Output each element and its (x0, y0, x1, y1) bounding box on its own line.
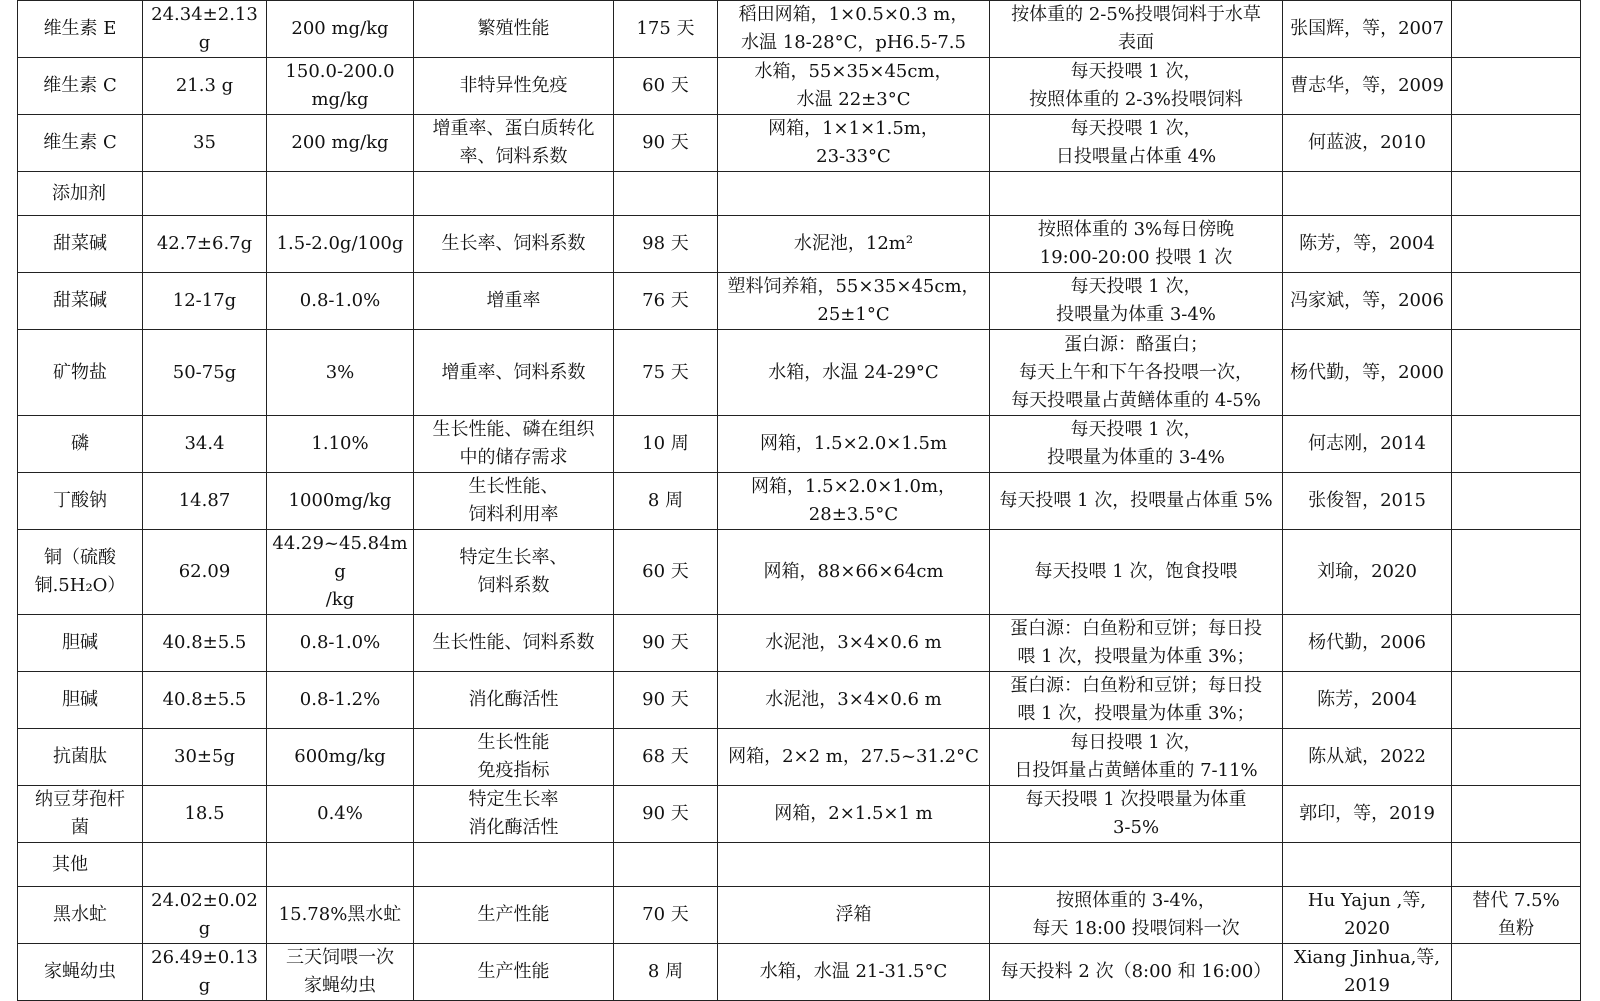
table-cell: 塑料饲养箱，55×35×45cm， 25±1°C (718, 273, 990, 330)
table-cell (1452, 530, 1581, 615)
table-cell: 水箱，55×35×45cm， 水温 22±3°C (718, 58, 990, 115)
table-cell (1452, 58, 1581, 115)
table-cell: 0.8-1.0% (267, 615, 414, 672)
table-cell: 网箱，1×1×1.5m， 23-33°C (718, 115, 990, 172)
table-cell: 生产性能 (414, 887, 614, 944)
table-cell: 3% (267, 330, 414, 416)
table-cell: 60 天 (614, 530, 718, 615)
table-cell: 14.87 (143, 473, 267, 530)
table-cell: 三天饲喂一次 家蝇幼虫 (267, 944, 414, 1001)
table-row (18, 887, 1581, 944)
table-cell: 水泥池，3×4×0.6 m (718, 672, 990, 729)
table-cell (267, 172, 414, 216)
table-cell: 甜菜碱 (18, 216, 143, 273)
table-cell: 90 天 (614, 672, 718, 729)
table-row (18, 58, 1581, 115)
table-cell: 维生素 C (18, 58, 143, 115)
section-label: 添加剂 (18, 172, 143, 216)
table-cell: 生产性能 (414, 944, 614, 1001)
table-cell (1452, 786, 1581, 843)
table-cell (414, 172, 614, 216)
table-cell (143, 843, 267, 887)
table-cell: 蛋白源：白鱼粉和豆饼；每日投 喂 1 次，投喂量为体重 3%； (990, 672, 1283, 729)
table-cell (614, 172, 718, 216)
table-cell: 76 天 (614, 273, 718, 330)
table-cell (1452, 729, 1581, 786)
table-cell: 每天投喂 1 次，投喂量占体重 5% (990, 473, 1283, 530)
table-cell: 175 天 (614, 1, 718, 58)
table-cell: 42.7±6.7g (143, 216, 267, 273)
table-cell (1452, 473, 1581, 530)
table-cell: 60 天 (614, 58, 718, 115)
table-cell: 郭印，等，2019 (1283, 786, 1452, 843)
table-cell: 1.5-2.0g/100g (267, 216, 414, 273)
table-cell: 水箱，水温 24-29°C (718, 330, 990, 416)
table-cell: 90 天 (614, 115, 718, 172)
table-cell: 张国辉，等，2007 (1283, 1, 1452, 58)
table-cell: 维生素 C (18, 115, 143, 172)
table-cell: 200 mg/kg (267, 1, 414, 58)
table-cell: 34.4 (143, 416, 267, 473)
table-cell: 10 周 (614, 416, 718, 473)
table-cell: 24.02±0.02g (143, 887, 267, 944)
table-cell: 增重率 (414, 273, 614, 330)
data-table-container (17, 0, 1580, 1001)
table-cell: 增重率、饲料系数 (414, 330, 614, 416)
table-cell: 12-17g (143, 273, 267, 330)
table-cell: 按体重的 2-5%投喂饲料于水草 表面 (990, 1, 1283, 58)
data-table (17, 0, 1581, 1001)
table-cell: 15.78%黑水虻 (267, 887, 414, 944)
table-cell: 每日投喂 1 次， 日投饵量占黄鳝体重的 7-11% (990, 729, 1283, 786)
table-cell: 消化酶活性 (414, 672, 614, 729)
table-row (18, 273, 1581, 330)
table-row (18, 615, 1581, 672)
table-cell: 冯家斌，等，2006 (1283, 273, 1452, 330)
table-row (18, 473, 1581, 530)
table-cell: 磷 (18, 416, 143, 473)
table-cell: 200 mg/kg (267, 115, 414, 172)
table-cell: 胆碱 (18, 615, 143, 672)
table-cell (614, 843, 718, 887)
table-row (18, 330, 1581, 416)
table-cell: 26.49±0.13g (143, 944, 267, 1001)
table-cell (414, 843, 614, 887)
table-cell: 每天投喂 1 次， 投喂量为体重的 3-4% (990, 416, 1283, 473)
table-cell: 30±5g (143, 729, 267, 786)
table-row (18, 1, 1581, 58)
table-cell (718, 843, 990, 887)
table-cell: 曹志华，等，2009 (1283, 58, 1452, 115)
table-cell: Xiang Jinhua,等, 2019 (1283, 944, 1452, 1001)
table-cell: 张俊智，2015 (1283, 473, 1452, 530)
table-cell (1452, 615, 1581, 672)
table-cell: 蛋白源：酪蛋白； 每天上午和下午各投喂一次， 每天投喂量占黄鳝体重的 4-5% (990, 330, 1283, 416)
table-cell (990, 843, 1283, 887)
table-cell: 增重率、蛋白质转化 率、饲料系数 (414, 115, 614, 172)
table-cell: 胆碱 (18, 672, 143, 729)
table-cell: 62.09 (143, 530, 267, 615)
table-cell: 90 天 (614, 786, 718, 843)
table-cell: 非特异性免疫 (414, 58, 614, 115)
table-cell (1452, 172, 1581, 216)
table-cell: 1.10% (267, 416, 414, 473)
table-cell: 网箱，2×1.5×1 m (718, 786, 990, 843)
table-cell: 矿物盐 (18, 330, 143, 416)
section-row (18, 843, 1581, 887)
table-cell: 98 天 (614, 216, 718, 273)
table-cell: 0.8-1.0% (267, 273, 414, 330)
table-cell: 0.4% (267, 786, 414, 843)
section-row (18, 172, 1581, 216)
table-cell: 21.3 g (143, 58, 267, 115)
table-cell (143, 172, 267, 216)
table-cell (1452, 216, 1581, 273)
table-row (18, 530, 1581, 615)
table-cell: 刘瑜，2020 (1283, 530, 1452, 615)
table-cell: 网箱，1.5×2.0×1.0m， 28±3.5°C (718, 473, 990, 530)
table-cell (1283, 172, 1452, 216)
table-cell: 何蓝波，2010 (1283, 115, 1452, 172)
table-cell (1452, 273, 1581, 330)
table-cell: 150.0-200.0 mg/kg (267, 58, 414, 115)
table-cell (1452, 330, 1581, 416)
table-cell: 纳豆芽孢杆 菌 (18, 786, 143, 843)
table-cell: 抗菌肽 (18, 729, 143, 786)
table-cell: 水泥池，3×4×0.6 m (718, 615, 990, 672)
table-cell: 杨代勤，等，2000 (1283, 330, 1452, 416)
table-cell: 陈芳，2004 (1283, 672, 1452, 729)
table-row (18, 216, 1581, 273)
table-cell (267, 843, 414, 887)
table-row (18, 729, 1581, 786)
table-cell: 50-75g (143, 330, 267, 416)
table-cell: 稻田网箱，1×0.5×0.3 m， 水温 18-28°C，pH6.5-7.5 (718, 1, 990, 58)
table-cell: 按照体重的 3-4%， 每天 18:00 投喂饲料一次 (990, 887, 1283, 944)
table-row (18, 944, 1581, 1001)
table-row (18, 786, 1581, 843)
table-cell: 生长性能、饲料系数 (414, 615, 614, 672)
table-cell: 网箱，1.5×2.0×1.5m (718, 416, 990, 473)
table-cell: 生长性能、 饲料利用率 (414, 473, 614, 530)
table-cell: 家蝇幼虫 (18, 944, 143, 1001)
table-cell: 维生素 E (18, 1, 143, 58)
table-cell (1452, 944, 1581, 1001)
table-cell (1452, 416, 1581, 473)
table-cell: 每天投喂 1 次， 投喂量为体重 3-4% (990, 273, 1283, 330)
table-cell: 1000mg/kg (267, 473, 414, 530)
table-cell: 24.34±2.13g (143, 1, 267, 58)
table-cell: 生长性能 免疫指标 (414, 729, 614, 786)
table-cell: 600mg/kg (267, 729, 414, 786)
table-cell: 丁酸钠 (18, 473, 143, 530)
table-cell: Hu Yajun ,等, 2020 (1283, 887, 1452, 944)
table-cell (718, 172, 990, 216)
table-cell: 特定生长率 消化酶活性 (414, 786, 614, 843)
table-cell: 35 (143, 115, 267, 172)
table-cell: 68 天 (614, 729, 718, 786)
table-cell: 黑水虻 (18, 887, 143, 944)
table-cell: 8 周 (614, 473, 718, 530)
table-row (18, 115, 1581, 172)
table-cell: 44.29~45.84mg /kg (267, 530, 414, 615)
table-body (18, 1, 1581, 1001)
table-cell: 75 天 (614, 330, 718, 416)
table-cell: 特定生长率、 饲料系数 (414, 530, 614, 615)
table-cell (990, 172, 1283, 216)
table-cell (1283, 843, 1452, 887)
table-cell: 按照体重的 3%每日傍晚 19:00-20:00 投喂 1 次 (990, 216, 1283, 273)
table-cell: 每天投喂 1 次， 日投喂量占体重 4% (990, 115, 1283, 172)
table-cell: 40.8±5.5 (143, 615, 267, 672)
table-cell: 每天投喂 1 次投喂量为体重 3-5% (990, 786, 1283, 843)
table-cell: 每天投喂 1 次， 按照体重的 2-3%投喂饲料 (990, 58, 1283, 115)
table-cell (1452, 115, 1581, 172)
table-cell: 生长性能、磷在组织 中的储存需求 (414, 416, 614, 473)
table-cell: 陈从斌，2022 (1283, 729, 1452, 786)
table-cell: 水泥池，12m² (718, 216, 990, 273)
section-label: 其他 (18, 843, 143, 887)
table-cell: 蛋白源：白鱼粉和豆饼；每日投 喂 1 次，投喂量为体重 3%； (990, 615, 1283, 672)
table-cell: 40.8±5.5 (143, 672, 267, 729)
table-cell: 何志刚，2014 (1283, 416, 1452, 473)
table-cell: 90 天 (614, 615, 718, 672)
table-cell (1452, 1, 1581, 58)
table-cell: 陈芳，等，2004 (1283, 216, 1452, 273)
table-row (18, 416, 1581, 473)
table-cell: 繁殖性能 (414, 1, 614, 58)
table-cell: 浮箱 (718, 887, 990, 944)
table-cell: 8 周 (614, 944, 718, 1001)
table-cell: 网箱，88×66×64cm (718, 530, 990, 615)
table-cell: 70 天 (614, 887, 718, 944)
table-cell: 网箱，2×2 m，27.5~31.2°C (718, 729, 990, 786)
table-cell (1452, 672, 1581, 729)
table-cell: 替代 7.5% 鱼粉 (1452, 887, 1581, 944)
table-cell: 生长率、饲料系数 (414, 216, 614, 273)
table-cell: 0.8-1.2% (267, 672, 414, 729)
table-cell (1452, 843, 1581, 887)
table-cell: 每天投料 2 次（8:00 和 16:00） (990, 944, 1283, 1001)
table-cell: 杨代勤，2006 (1283, 615, 1452, 672)
table-cell: 18.5 (143, 786, 267, 843)
table-cell: 铜（硫酸 铜.5H₂O） (18, 530, 143, 615)
table-row (18, 672, 1581, 729)
table-cell: 每天投喂 1 次，饱食投喂 (990, 530, 1283, 615)
table-cell: 甜菜碱 (18, 273, 143, 330)
table-cell: 水箱，水温 21-31.5°C (718, 944, 990, 1001)
